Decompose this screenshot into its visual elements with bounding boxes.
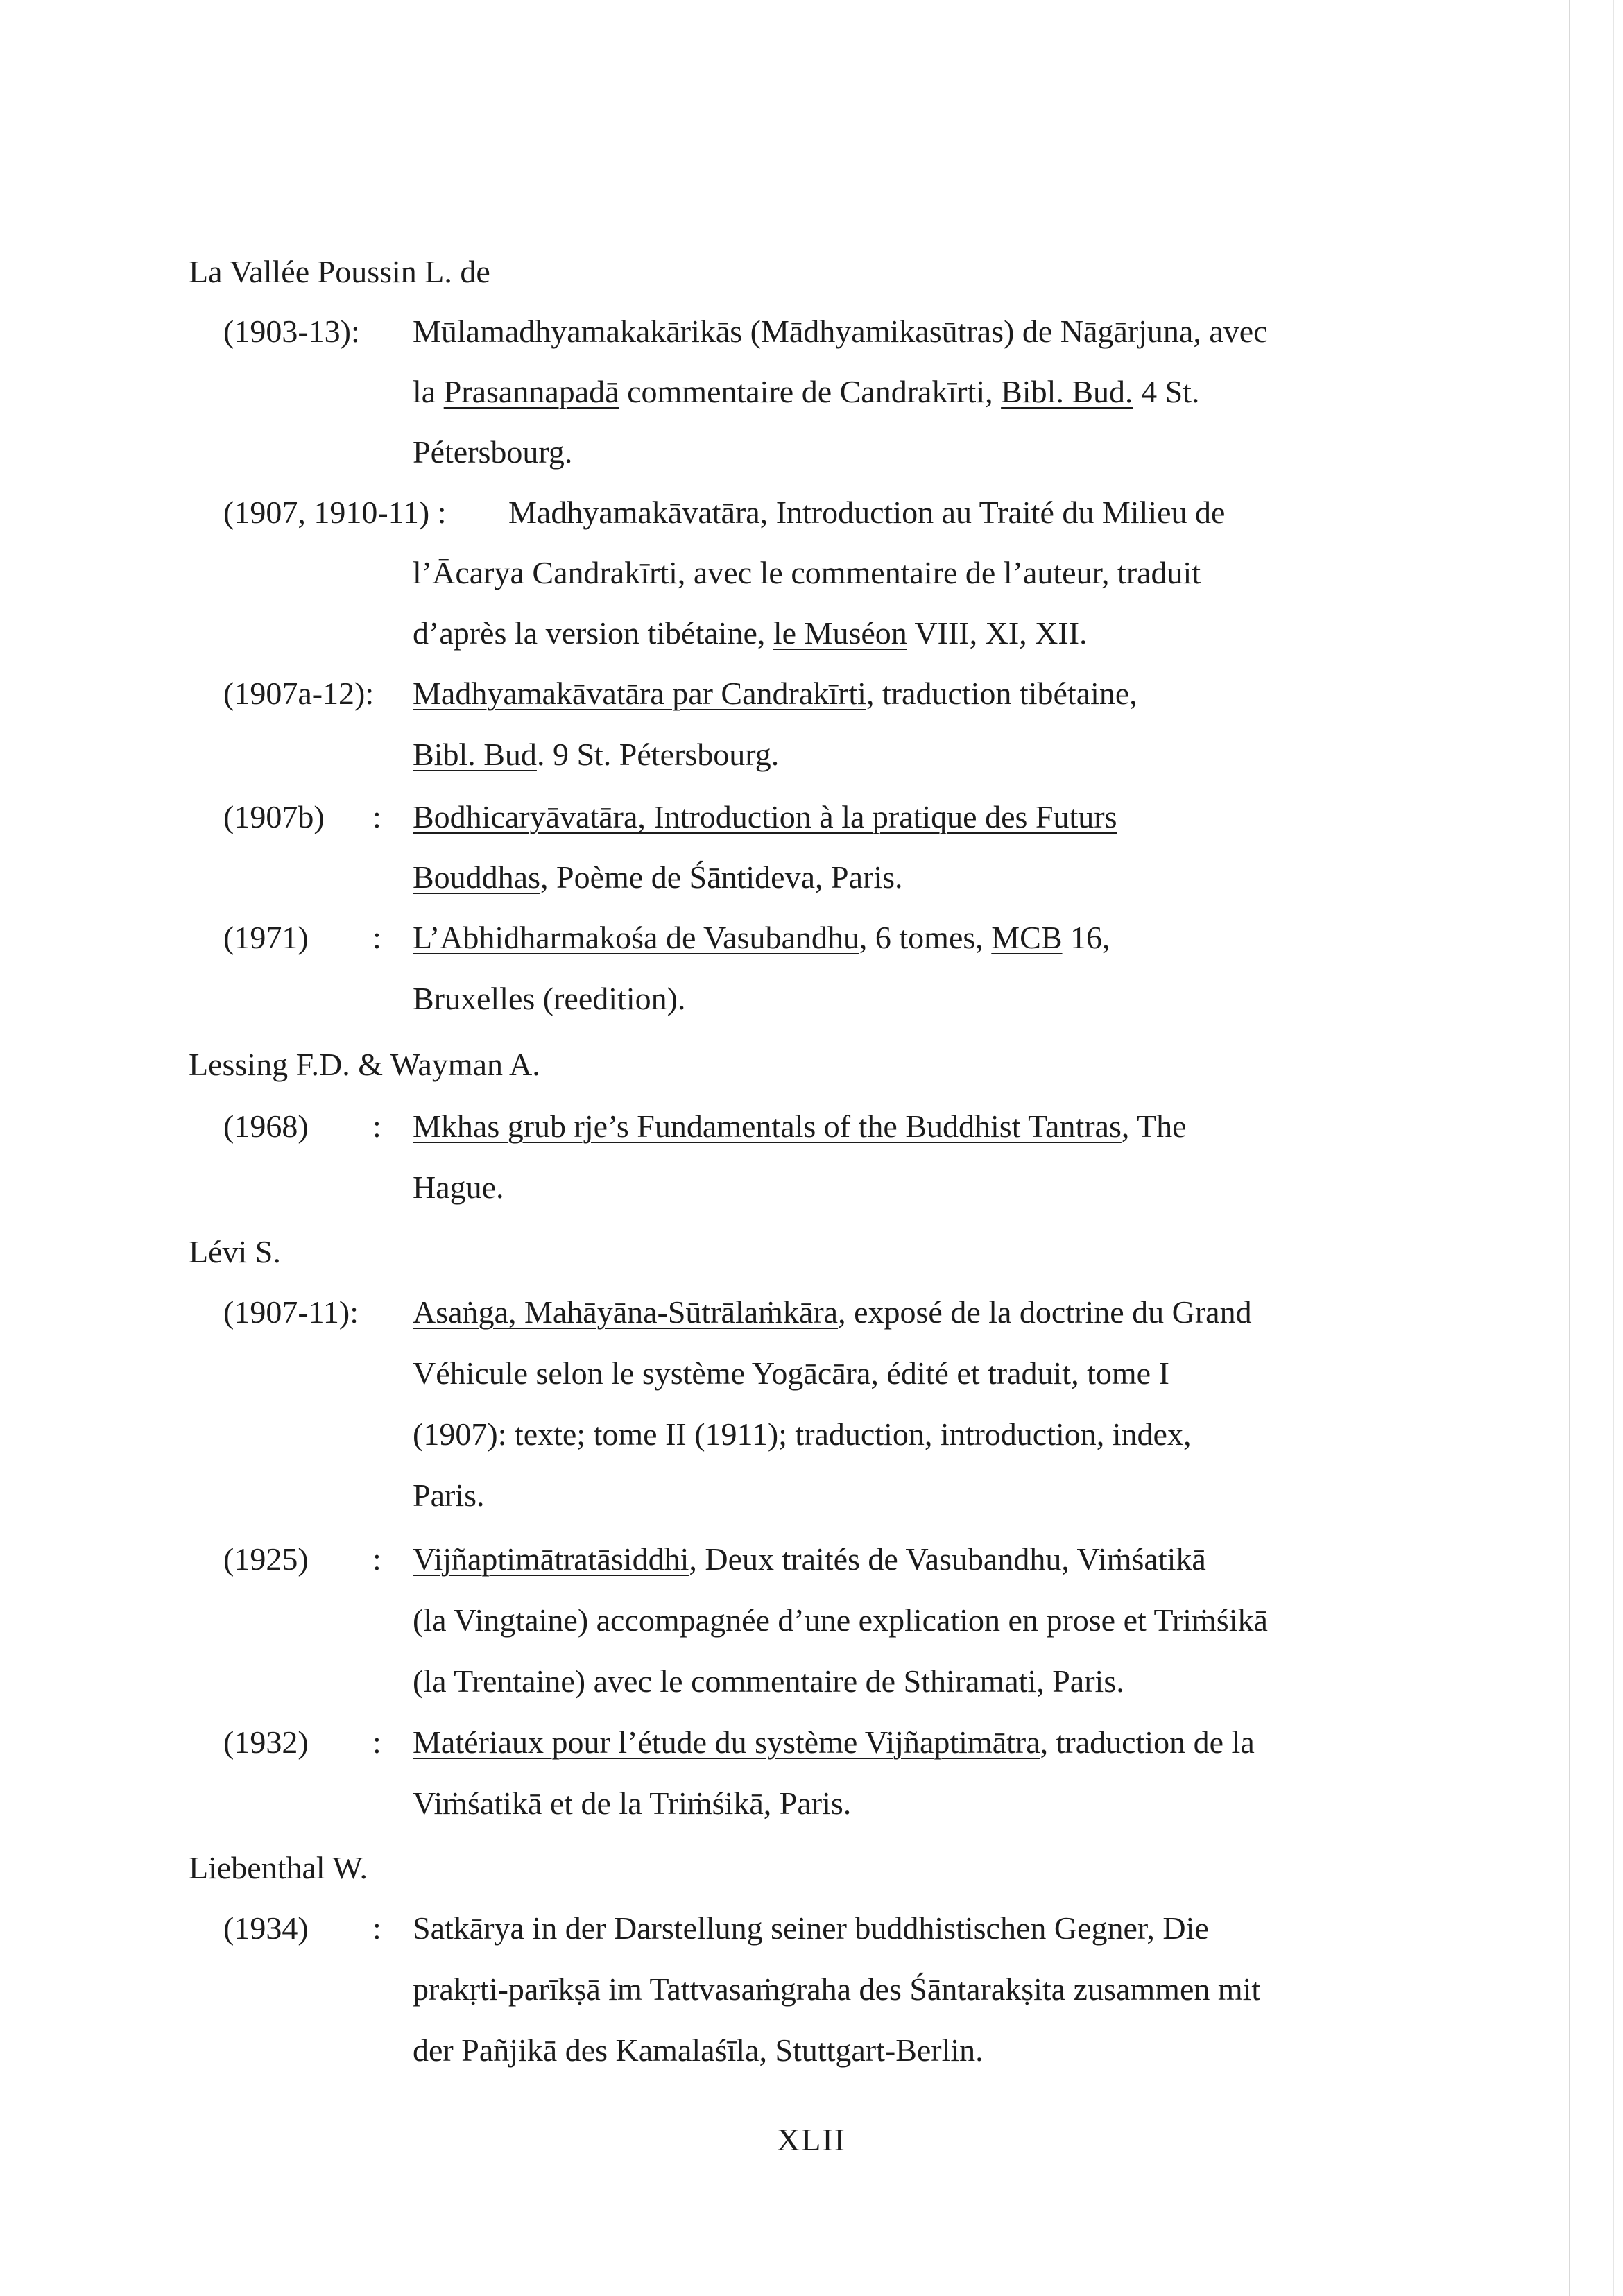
entry-text: der Pañjikā des Kamalaśīla, Stuttgart-Berlin. (413, 2032, 984, 2068)
underlined-title: Bouddhas (413, 859, 540, 895)
entry-text: l’Ācarya Candrakīrti, avec le commentaire de l’auteur, traduit (413, 555, 1201, 590)
entry-year: (1907-11): (223, 1294, 359, 1330)
entry-year: (1971) (223, 920, 309, 955)
underlined-title: Bibl. Bud (413, 737, 537, 772)
entry-text: Vijñaptimātratāsiddhi, Deux traités de Vasubandhu, Viṁśatikā (413, 1541, 1206, 1577)
underlined-title: Madhyamakāvatāra par Candrakīrti (413, 676, 866, 711)
entry-year: (1934) (223, 1910, 309, 1946)
underlined-title: MCB (991, 920, 1063, 955)
entry-text: (la Vingtaine) accompagnée d’une explication en prose et Triṁśikā (413, 1602, 1268, 1638)
entry-text: d’après la version tibétaine, le Muséon VIII, XI, XII. (413, 615, 1088, 651)
entry-text: prakṛti-parīkṣā im Tattvasaṁgraha des Śāntarakṣita zusammen mit (413, 1971, 1261, 2007)
entry-text: Satkārya in der Darstellung seiner buddhistischen Gegner, Die (413, 1910, 1209, 1946)
underlined-title: Bibl. Bud. (1001, 374, 1133, 409)
author-heading: Lévi S. (189, 1234, 281, 1269)
entry-text (413, 796, 1117, 838)
author-heading: La Vallée Poussin L. de (189, 254, 490, 289)
underlined-title: le Muséon (773, 615, 907, 651)
scan-edge-shadow (1569, 0, 1570, 2296)
entry-colon: : (372, 1910, 381, 1946)
underlined-title: Prasannapadā (443, 374, 619, 409)
author-heading: Liebenthal W. (189, 1850, 368, 1885)
author-heading: Lessing F.D. & Wayman A. (189, 1047, 540, 1082)
page-number: XLII (777, 2122, 846, 2157)
underlined-title: Matériaux pour l’étude du système Vijñaptimātra (413, 1724, 1040, 1760)
entry-text: (la Trentaine) avec le commentaire de Sthiramati, Paris. (413, 1663, 1124, 1699)
entry-colon: : (372, 1724, 381, 1760)
entry-text: Bruxelles (reedition). (413, 981, 686, 1016)
entry-year: (1932) (223, 1724, 309, 1760)
entry-colon: : (372, 1108, 381, 1144)
entry-colon: : (372, 1541, 381, 1577)
entry-text: Madhyamakāvatāra, Introduction au Traité du Milieu de (508, 495, 1226, 530)
entry-text: Paris. (413, 1477, 485, 1513)
entry-text: Mkhas grub rje’s Fundamentals of the Buddhist Tantras, The (413, 1108, 1187, 1144)
entry-colon: : (372, 799, 381, 834)
underlined-title: L’Abhidharmakośa de Vasubandhu (413, 920, 859, 955)
entry-text: Véhicule selon le système Yogācāra, édité et traduit, tome I (413, 1355, 1169, 1391)
entry-text: Matériaux pour l’étude du système Vijñaptimātra, traduction de la (413, 1724, 1255, 1760)
entry-text: la Prasannapadā commentaire de Candrakīrti, Bibl. Bud. 4 St. (413, 374, 1200, 409)
scan-edge-shadow (1613, 0, 1614, 2296)
entry-year: (1925) (223, 1541, 309, 1577)
underlined-title: Vijñaptimātratāsiddhi (413, 1541, 689, 1577)
entry-text: Mūlamadhyamakakārikās (Mādhyamikasūtras) de Nāgārjuna, avec (413, 314, 1268, 349)
entry-text: Bouddhas, Poème de Śāntideva, Paris. (413, 859, 903, 895)
entry-text: Madhyamakāvatāra par Candrakīrti, traduction tibétaine, (413, 676, 1137, 711)
entry-year: (1903-13): (223, 314, 360, 349)
entry-text: (1907): texte; tome II (1911); traduction, introduction, index, (413, 1416, 1192, 1452)
entry-colon: : (372, 920, 381, 955)
underlined-title: Mkhas grub rje’s Fundamentals of the Buddhist Tantras (413, 1108, 1122, 1144)
entry-text: Hague. (413, 1170, 504, 1205)
entry-text: L’Abhidharmakośa de Vasubandhu, 6 tomes, MCB 16, (413, 920, 1110, 955)
entry-year: (1907a-12): (223, 676, 375, 711)
entry-text: Bibl. Bud. 9 St. Pétersbourg. (413, 737, 780, 772)
entry-year: (1907, 1910-11) : (223, 495, 447, 530)
entry-text: Asaṅga, Mahāyāna-Sūtrālaṁkāra, exposé de la doctrine du Grand (413, 1294, 1252, 1330)
underlined-title: Asaṅga, Mahāyāna-Sūtrālaṁkāra (413, 1294, 839, 1330)
entry-year: (1907b) (223, 799, 325, 834)
underlined-title: Bodhicaryāvatāra, Introduction à la pratique des Futurs (413, 799, 1117, 834)
entry-text: Viṁśatikā et de la Triṁśikā, Paris. (413, 1785, 852, 1821)
entry-year: (1968) (223, 1108, 309, 1144)
entry-text: Pétersbourg. (413, 434, 573, 470)
